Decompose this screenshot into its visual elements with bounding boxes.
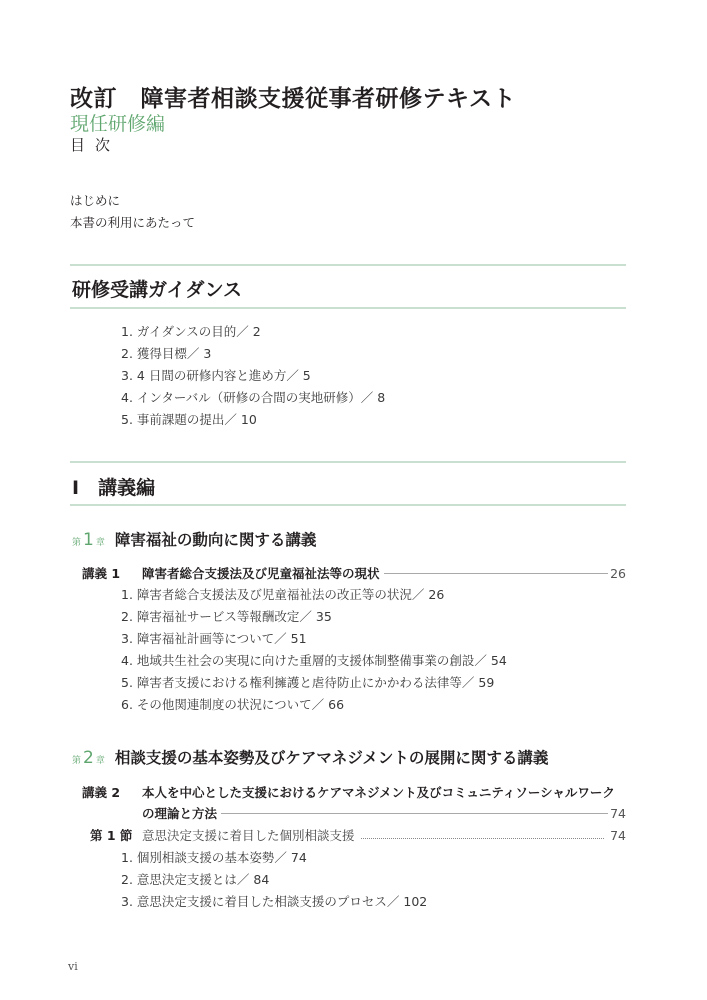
leader-line — [221, 813, 608, 814]
part-title-lectures[interactable]: I 講義編 — [72, 477, 156, 499]
lecture-number: 講義 1 — [82, 566, 121, 581]
toc-item[interactable]: 6. その他関連制度の状況について／ 66 — [121, 697, 345, 712]
page-number: 74 — [610, 827, 626, 843]
toc-item[interactable]: 1. 障害者総合支援法及び児童福祉法の改正等の状況／ 26 — [121, 587, 445, 602]
toc-item[interactable]: 3. 4 日間の研修内容と進め方／ 5 — [121, 368, 311, 383]
toc-item[interactable]: 2. 障害福祉サービス等報酬改定／ 35 — [121, 609, 332, 624]
book-title: 改訂 障害者相談支援従事者研修テキスト — [70, 86, 517, 112]
toc-item[interactable]: 3. 意思決定支援に着目した相談支援のプロセス／ 102 — [121, 894, 428, 909]
lecture-number: 講義 2 — [82, 785, 121, 800]
leader-line — [384, 573, 609, 574]
section-number: 第 1 節 — [90, 828, 133, 843]
toc-item[interactable]: 4. 地域共生社会の実現に向けた重層的支援体制整備事業の創設／ 54 — [121, 653, 507, 668]
toc-item[interactable]: 3. 障害福祉計画等について／ 51 — [121, 631, 307, 646]
chapter-suffix: 章 — [95, 756, 105, 766]
toc-entry-how-to-use[interactable]: 本書の利用にあたって — [70, 215, 196, 230]
toc-heading: 目次 — [70, 136, 121, 154]
chapter-number: 1 — [83, 530, 94, 550]
book-subtitle: 現任研修編 — [70, 113, 166, 135]
toc-item[interactable]: 2. 獲得目標／ 3 — [121, 346, 212, 361]
toc-item[interactable]: 1. ガイダンスの目的／ 2 — [121, 324, 261, 339]
page-number: 74 — [610, 805, 626, 821]
page-folio: vi — [68, 960, 78, 973]
toc-entry-preface[interactable]: はじめに — [70, 193, 121, 208]
section-1-entry[interactable] — [90, 826, 626, 844]
lecture-1-entry[interactable] — [82, 564, 626, 582]
chapter-prefix: 第 — [72, 538, 82, 548]
toc-item[interactable]: 2. 意思決定支援とは／ 84 — [121, 872, 270, 887]
page-number: 26 — [610, 565, 626, 581]
lecture-2-entry[interactable] — [142, 804, 626, 822]
section-title: 意思決定支援に着目した個別相談支援 — [142, 828, 355, 843]
chapter-suffix: 章 — [95, 538, 105, 548]
chapter-1-heading[interactable] — [72, 528, 316, 550]
toc-item[interactable]: 5. 事前課題の提出／ 10 — [121, 412, 257, 427]
divider — [70, 504, 626, 506]
dot-leader — [361, 831, 605, 839]
toc-item[interactable]: 5. 障害者支援における権利擁護と虐待防止にかかわる法律等／ 59 — [121, 675, 495, 690]
chapter-number: 2 — [83, 748, 94, 768]
chapter-title: 相談支援の基本姿勢及びケアマネジメントの展開に関する講義 — [114, 749, 549, 767]
chapter-title: 障害福祉の動向に関する講義 — [114, 531, 317, 549]
chapter-2-heading[interactable] — [72, 746, 548, 768]
divider — [70, 264, 626, 266]
toc-item[interactable]: 1. 個別相談支援の基本姿勢／ 74 — [121, 850, 307, 865]
section-title-guidance[interactable]: 研修受講ガイダンス — [72, 279, 243, 301]
lecture-2-title-line1[interactable]: 本人を中心とした支援におけるケアマネジメント及びコミュニティソーシャルワーク — [142, 785, 615, 800]
divider — [70, 307, 626, 309]
lecture-title: 障害者総合支援法及び児童福祉法等の現状 — [142, 566, 380, 581]
chapter-prefix: 第 — [72, 756, 82, 766]
divider — [70, 461, 626, 463]
lecture-title-line2: の理論と方法 — [142, 806, 218, 821]
toc-item[interactable]: 4. インターバル（研修の合間の実地研修）／ 8 — [121, 390, 386, 405]
